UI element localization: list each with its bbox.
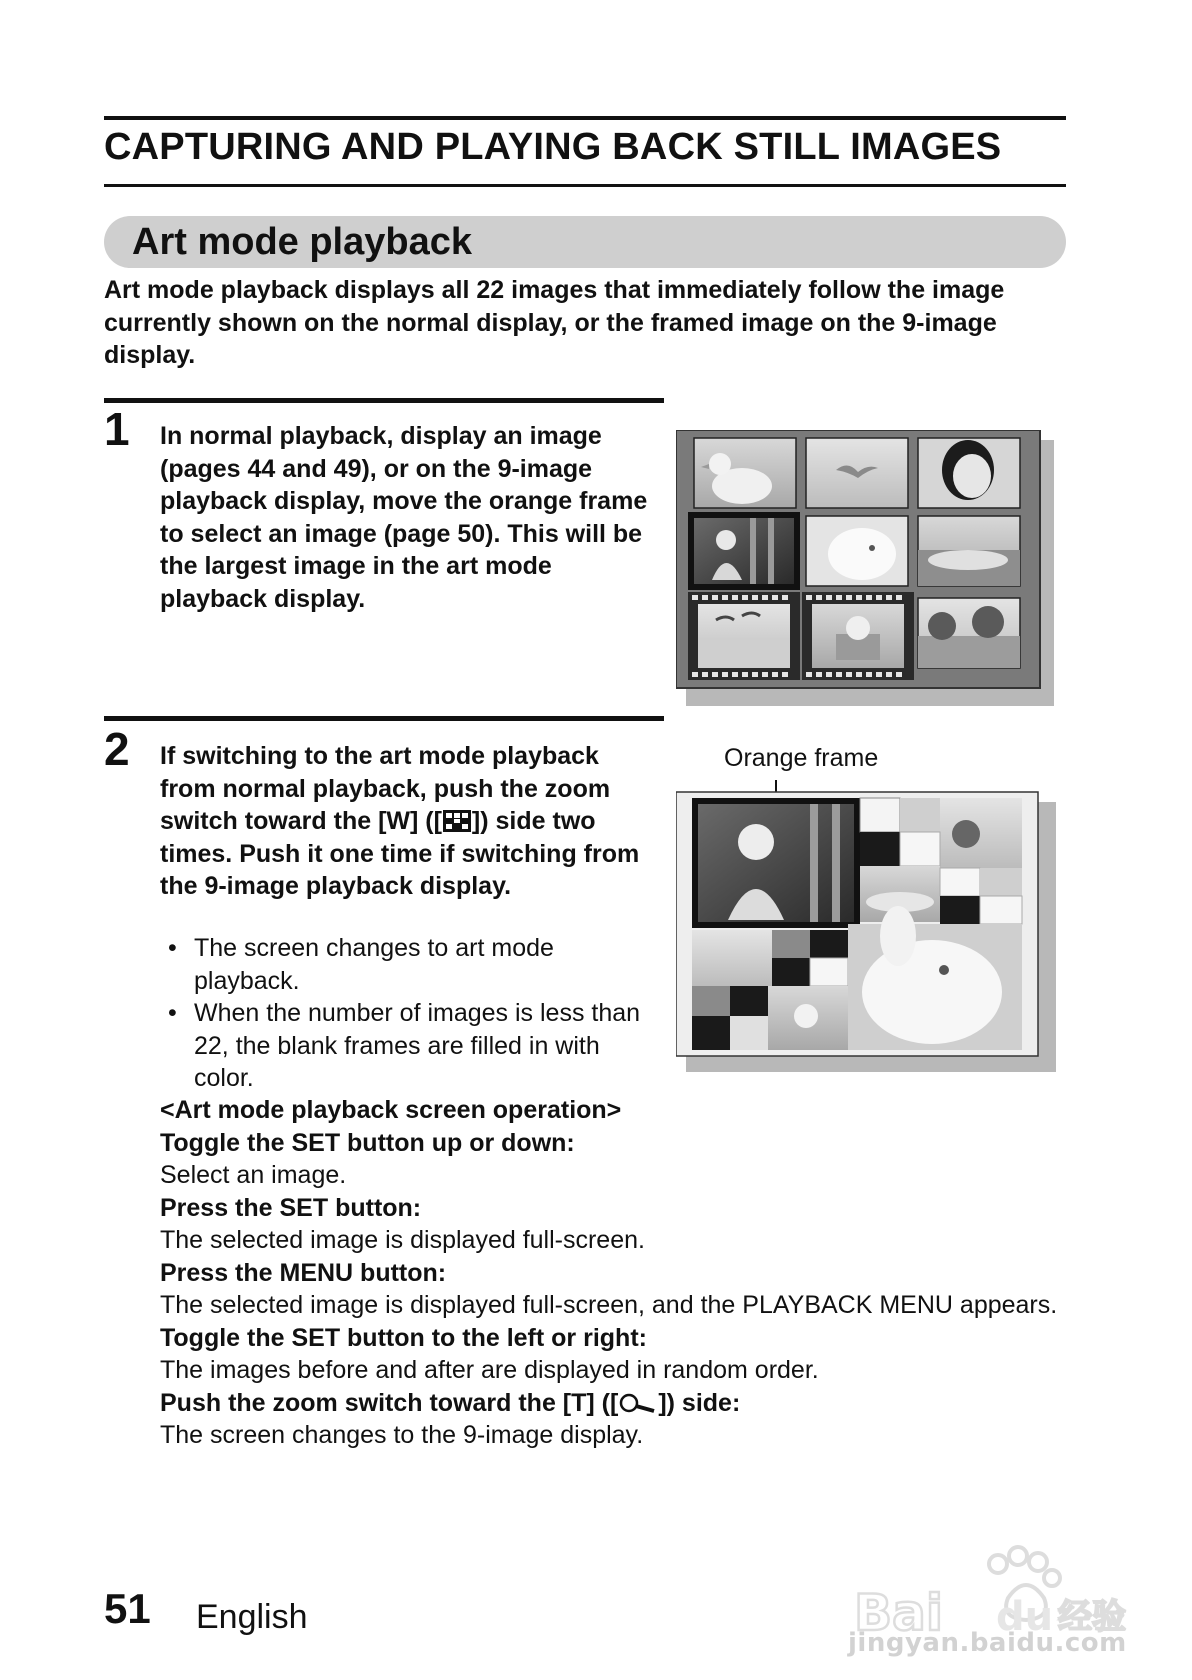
- art-mosaic-upper: [860, 798, 1022, 924]
- art-mode-display-illustration: [676, 780, 1060, 1080]
- operation-desc: The screen changes to the 9-image display.: [160, 1421, 644, 1449]
- page-number: 51: [104, 1585, 151, 1632]
- step-1-text: In normal playback, display an image (pages 44 and 49), or on the 9-image playback display, move the orange frame to select an image (page 50). This will be the largest image in the art mode playback display.: [160, 422, 648, 613]
- thumb-duck: [694, 438, 796, 508]
- art-selected-image: [692, 798, 860, 928]
- thumb-park: [918, 598, 1020, 668]
- thumb-girl: [918, 438, 1020, 508]
- thumb-bird: [806, 438, 908, 508]
- operation-title: Press the SET button:: [160, 1193, 422, 1222]
- watermark-url: jingyan.baidu.com: [848, 1628, 1127, 1658]
- thumb-rabbit: [806, 516, 908, 586]
- film-strip-middle: [802, 592, 914, 680]
- operation-title-part1: Push the zoom switch toward the [T] ([: [160, 1388, 619, 1417]
- magnifier-icon: [618, 1393, 658, 1415]
- svg-text:du: du: [996, 1594, 1054, 1640]
- step-1-rule: [104, 398, 664, 403]
- bullet-text: The screen changes to art mode playback.: [194, 934, 554, 995]
- operation-title: [160, 1387, 1080, 1420]
- operation-title: Press the MENU button:: [160, 1258, 447, 1287]
- operation-title: Toggle the SET button to the left or right:: [160, 1323, 647, 1352]
- section-title: Art mode playback: [132, 221, 472, 263]
- nine-grid-icon: [442, 809, 472, 833]
- operation-desc: The selected image is displayed full-screen, and the PLAYBACK MENU appears.: [160, 1291, 1058, 1319]
- operations-heading: <Art mode playback screen operation>: [160, 1096, 622, 1124]
- step-2-text: [160, 740, 640, 903]
- bullet-item: [160, 997, 664, 1095]
- intro-paragraph: Art mode playback displays all 22 images that immediately follow the image currently shown on the normal display, or the framed image on the 9-image display.: [104, 276, 1005, 369]
- operations-block: [160, 1094, 1080, 1452]
- bullet-dot: •: [168, 934, 177, 962]
- step-2-bullets: [160, 932, 664, 1095]
- operation-desc: Select an image.: [160, 1161, 347, 1189]
- svg-text:经验: 经验: [1058, 1597, 1126, 1637]
- operation-title: Toggle the SET button up or down:: [160, 1128, 575, 1157]
- step-2-rule: [104, 716, 664, 721]
- step-2-text-part2: ]) side two times. Push it one time if switching from the 9-image playback display.: [160, 807, 640, 900]
- operation-desc: The selected image is displayed full-screen.: [160, 1226, 645, 1254]
- chapter-top-rule: [104, 116, 1066, 120]
- chapter-bottom-rule: [104, 184, 1066, 187]
- art-mosaic-lower: [692, 930, 848, 1050]
- step-2-text-part1: If switching to the art mode playback from normal playback, push the zoom switch toward the [W] ([: [160, 742, 611, 835]
- thumb-child-selected: [688, 512, 800, 590]
- step-1-number: 1: [104, 403, 130, 455]
- bullet-dot: •: [168, 999, 177, 1027]
- bullet-item: [160, 932, 664, 997]
- film-strip-left: [688, 592, 800, 680]
- operation-title-part2: ]) side:: [658, 1388, 741, 1417]
- orange-frame-callout: Orange frame: [724, 744, 879, 772]
- operation-desc: The images before and after are displayed in random order.: [160, 1356, 819, 1384]
- thumb-flowerbed: [918, 516, 1020, 586]
- svg-text:Bai: Bai: [854, 1584, 943, 1642]
- art-rabbit-image: [848, 906, 1022, 1050]
- bullet-text: When the number of images is less than 22, the blank frames are filled in with color.: [194, 999, 641, 1092]
- chapter-title: CAPTURING AND PLAYING BACK STILL IMAGES: [104, 126, 1002, 168]
- step-2-number: 2: [104, 723, 130, 775]
- footer-language: English: [196, 1598, 308, 1636]
- nine-image-display-illustration: [676, 430, 1060, 712]
